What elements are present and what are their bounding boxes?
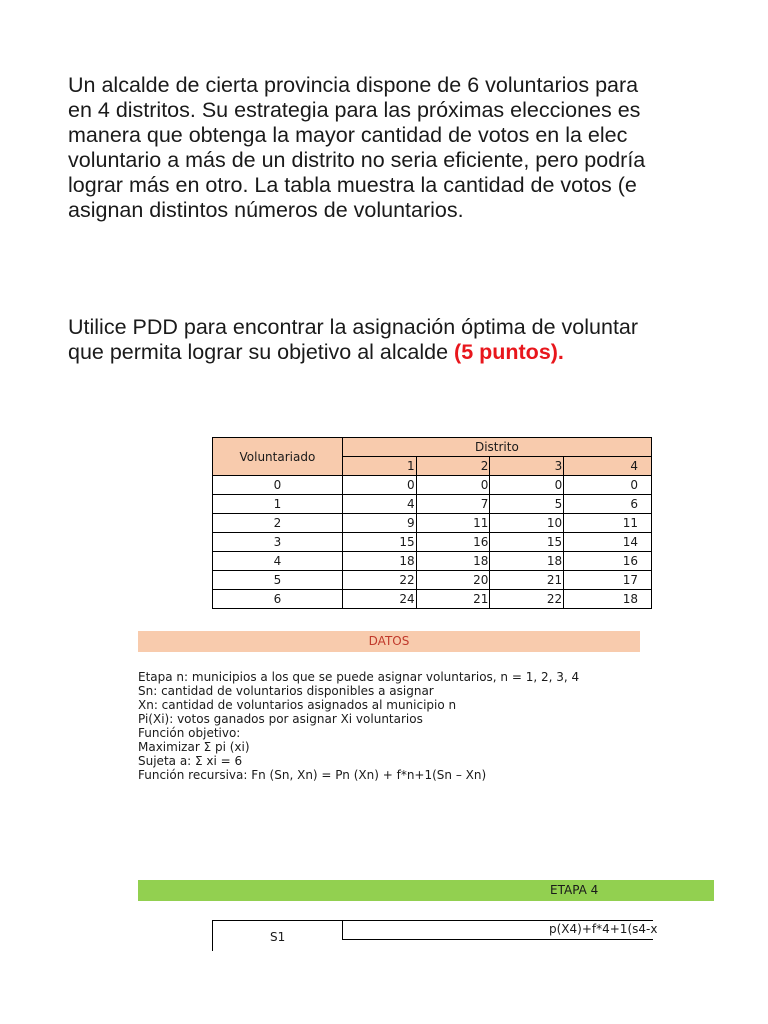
intro-line: en 4 distritos. Su estrategia para las próximas elecciones es (68, 98, 641, 122)
header-distrito: Distrito (342, 438, 651, 457)
votes-cell: 22 (342, 571, 416, 590)
votes-cell: 7 (416, 495, 490, 514)
district-header: 3 (490, 457, 564, 476)
intro-line: asignan distintos números de voluntarios. (68, 198, 464, 222)
volunteer-count: 6 (213, 590, 343, 609)
task-line-2-text: que permita lograr su objetivo al alcalde (68, 340, 455, 364)
intro-line: voluntario a más de un distrito no seria eficiente, pero podría (68, 148, 646, 172)
votes-cell: 0 (490, 476, 564, 495)
votes-cell: 4 (342, 495, 416, 514)
intro-line: lograr más en otro. La tabla muestra la cantidad de votos (e (68, 173, 637, 197)
volunteer-count: 0 (213, 476, 343, 495)
district-header: 2 (416, 457, 490, 476)
votes-cell: 16 (416, 533, 490, 552)
votes-cell: 20 (416, 571, 490, 590)
datos-bar: DATOS (138, 631, 640, 652)
note-line: Etapa n: municipios a los que se puede asignar voluntarios, n = 1, 2, 3, 4 (138, 670, 580, 684)
votes-cell: 10 (490, 514, 564, 533)
votes-table-clip (212, 437, 641, 614)
votes-cell: 6 (564, 495, 652, 514)
volunteer-count: 4 (213, 552, 343, 571)
votes-cell: 21 (490, 571, 564, 590)
votes-cell: 15 (490, 533, 564, 552)
table-row (213, 552, 652, 571)
note-line: Xn: cantidad de voluntarios asignados al municipio n (138, 698, 457, 712)
task-line-2 (68, 340, 768, 365)
votes-cell: 16 (564, 552, 652, 571)
etapa-bar (138, 880, 714, 901)
votes-cell: 15 (342, 533, 416, 552)
intro-line: manera que obtenga la mayor cantidad de votos en la elec (68, 123, 628, 147)
votes-cell: 5 (490, 495, 564, 514)
etapa-left-header: S1 (270, 930, 286, 944)
table-row (213, 533, 652, 552)
district-header: 1 (342, 457, 416, 476)
points-highlight: (5 puntos). (454, 340, 564, 364)
table-row (213, 571, 652, 590)
task-line-1: Utilice PDD para encontrar la asignación óptima de voluntar (68, 315, 639, 339)
etapa-left-cell (212, 920, 343, 951)
intro-line: Un alcalde de cierta provincia dispone de 6 voluntarios para (68, 73, 639, 97)
votes-cell: 18 (416, 552, 490, 571)
header-voluntariado: Voluntariado (213, 438, 343, 476)
votes-cell: 11 (564, 514, 652, 533)
etapa-right-header: p(X4)+f*4+1(s4-x (549, 922, 658, 936)
intro-paragraph-clip (0, 70, 646, 240)
votes-cell: 21 (416, 590, 490, 609)
volunteer-count: 3 (213, 533, 343, 552)
task-paragraph-clip (0, 313, 640, 373)
votes-cell: 18 (342, 552, 416, 571)
votes-cell: 0 (342, 476, 416, 495)
votes-cell: 0 (416, 476, 490, 495)
district-header: 4 (564, 457, 652, 476)
table-row (213, 514, 652, 533)
votes-cell: 17 (564, 571, 652, 590)
note-line: Función recursiva: Fn (Sn, Xn) = Pn (Xn) + f*n+1(Sn – Xn) (138, 768, 487, 782)
model-notes (138, 670, 579, 782)
etapa-label: ETAPA 4 (550, 883, 599, 897)
etapa-table-clip (212, 920, 658, 944)
table-row (213, 476, 652, 495)
votes-cell: 22 (490, 590, 564, 609)
votes-cell: 9 (342, 514, 416, 533)
note-line: Sn: cantidad de voluntarios disponibles a asignar (138, 684, 434, 698)
votes-cell: 18 (564, 590, 652, 609)
etapa-table (212, 920, 658, 950)
table-row (213, 590, 652, 609)
volunteer-count: 5 (213, 571, 343, 590)
intro-paragraph (68, 73, 768, 223)
votes-cell: 24 (342, 590, 416, 609)
note-line: Sujeta a: Σ xi = 6 (138, 754, 243, 768)
volunteer-count: 1 (213, 495, 343, 514)
volunteer-count: 2 (213, 514, 343, 533)
votes-cell: 14 (564, 533, 652, 552)
votes-cell: 18 (490, 552, 564, 571)
note-line: Pi(Xi): votos ganados por asignar Xi voluntarios (138, 712, 423, 726)
votes-cell: 11 (416, 514, 490, 533)
votes-table (212, 437, 652, 609)
votes-cell: 0 (564, 476, 652, 495)
note-line: Función objetivo: (138, 726, 241, 740)
task-paragraph (68, 315, 768, 365)
table-row (213, 495, 652, 514)
etapa-right-cell (342, 920, 658, 940)
note-line: Maximizar Σ pi (xi) (138, 740, 250, 754)
